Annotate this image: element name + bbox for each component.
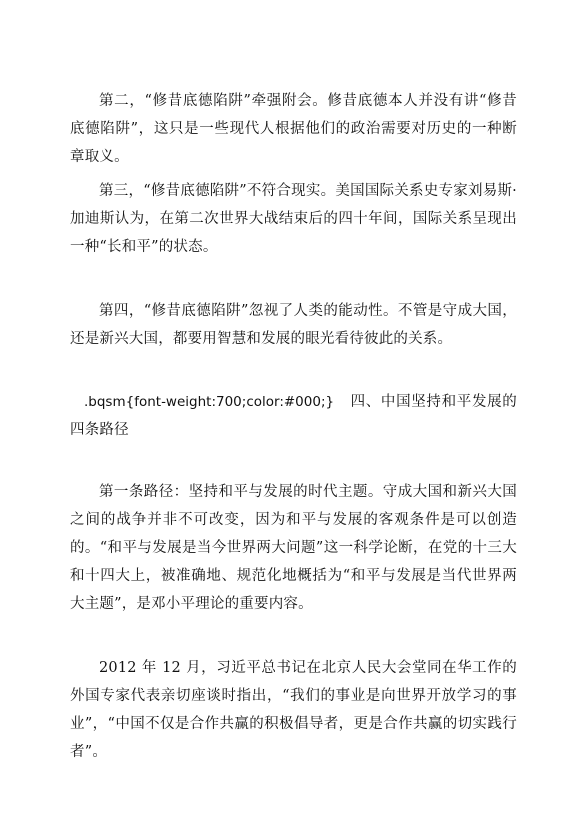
section-heading: 四、中国坚持和平发展的四条路径 (70, 394, 517, 438)
section-heading-line (70, 388, 517, 444)
paragraph-2012-quote: 2012 年 12 月，习近平总书记在北京人民大会堂同在华工作的外国专家代表亲切座谈时指出，“我们的事业是向世界开放学习的事业”，“中国不仅是合作共赢的积极倡导者，更是合作共赢的切实践行者”。 (70, 660, 517, 760)
paragraph-third-point: 第三，“修昔底德陷阱”不符合现实。美国国际关系史专家刘易斯·加迪斯认为，在第二次世界大战结束后的四十年间，国际关系呈现出一种“长和平”的状态。 (70, 183, 517, 255)
paragraph-second-point: 第二，“修昔底德陷阱”牵强附会。修昔底德本人并没有讲“修昔底德陷阱”，这只是一些现代人根据他们的政治需要对历史的一种断章取义。 (70, 93, 517, 165)
stray-css-text: .bqsm{font-weight:700;color:#000;} (84, 394, 335, 410)
paragraph-fourth-point: 第四，“修昔底德陷阱”忽视了人类的能动性。不管是守成大国，还是新兴大国，都要用智慧和发展的眼光看待彼此的关系。 (70, 303, 517, 347)
paragraph-first-path: 第一条路径：坚持和平与发展的时代主题。守成大国和新兴大国之间的战争并非不可改变，因为和平与发展的客观条件是可以创造的。“和平与发展是当今世界两大问题”这一科学论断，在党的十三大和十四大上，被准确地、规范化地概括为“和平与发展是当代世界两大主题”，是邓小平理论的重要内容。 (70, 484, 517, 612)
